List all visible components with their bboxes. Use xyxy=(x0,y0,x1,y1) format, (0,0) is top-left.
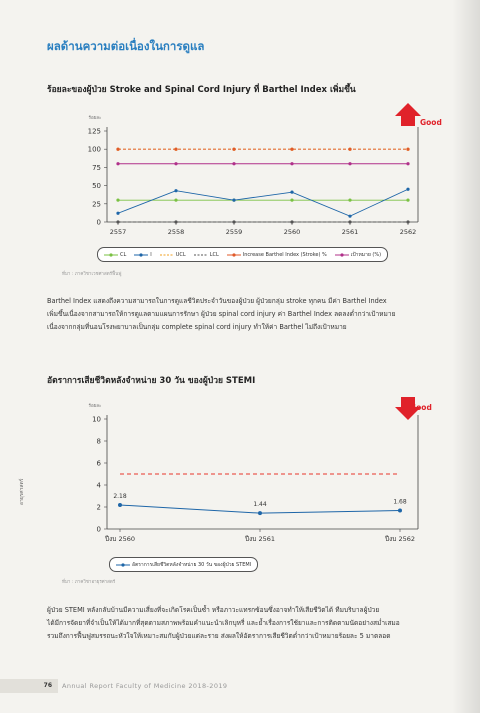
y-tick-label: 6 xyxy=(96,459,101,468)
chart1-source: ที่มา : ภาควิชาเวชศาสตร์ฟื้นฟู xyxy=(62,272,122,277)
y-tick-label: 10 xyxy=(92,415,101,424)
x-tick-label: 2562 xyxy=(399,228,417,236)
legend-label: UCL xyxy=(175,251,186,258)
legend-item-30-stemi-0 xyxy=(116,561,251,569)
section-title: ผลด้านความต่อเนื่องในการดูแล xyxy=(47,39,205,53)
paragraph-line: ผู้ป่วย STEMI หลังกลับบ้านมีความเสี่ยงที่จะเกิดโรคเป็นซ้ำ หรือภาวะแทรกซ้อนซึ่งอาจทำให้เสียชีวิตได้ ทีมบริบาลผู้ป่วย xyxy=(47,606,380,614)
x-tick-label: 2557 xyxy=(109,228,127,236)
y-axis-label: ร้อยละ xyxy=(88,116,102,121)
page-footer xyxy=(0,679,480,693)
x-tick-label: 2560 xyxy=(283,228,301,236)
y-tick-label: 0 xyxy=(96,218,101,227)
paragraph-stemi xyxy=(47,604,467,643)
data-label: 1.44 xyxy=(253,501,267,509)
data-point xyxy=(118,503,122,507)
good-label: Good xyxy=(410,403,432,412)
x-tick-label: 2561 xyxy=(341,228,359,236)
paragraph-line: ได้มีการจัดยาที่จำเป็นให้ได้มากที่สุดตามสภาพพร้อมคำแนะนำเลิกบุหรี่ และย้ำเรื่องการใช้ยาและการติดตามนัดอย่างสม่ำเสมอ xyxy=(47,619,400,627)
y-tick-label: 125 xyxy=(87,127,101,136)
y-tick-label: 2 xyxy=(96,503,101,512)
legend-label: LCL xyxy=(209,251,219,258)
data-point xyxy=(258,511,262,515)
page-number: 76 xyxy=(0,679,58,693)
x-tick-label: ปีงบ 2560 xyxy=(104,535,136,543)
x-tick-label: 2558 xyxy=(167,228,185,236)
paragraph-line: Barthel Index แสดงถึงความสามารถในการดูแลชีวิตประจำวันของผู้ป่วย ผู้ป่วยกลุ่ม stroke ทุกคน มีค่า Barthel Index xyxy=(47,297,387,305)
paragraph-line: เนื่องจากกลุ่มที่นอนโรงพยาบาลเป็นกลุ่ม complete spinal cord injury ทำให้ค่า Barthel ไม่ถึงเป้าหมาย xyxy=(47,323,347,331)
x-tick-label: ปีงบ 2562 xyxy=(384,535,416,543)
data-label: 1.68 xyxy=(393,498,407,506)
data-point xyxy=(398,509,402,513)
y-tick-label: 8 xyxy=(96,437,101,446)
y-axis-label: ร้อยละ xyxy=(88,404,102,409)
legend-label: CL xyxy=(120,251,127,258)
paragraph-line: เพิ่มขึ้นเนื่องจากสามารถให้การดูแลตามแผนการรักษา ผู้ป่วย spinal cord injury ค่า Barthel Index ลดลงต่ำกว่าเป้าหมาย xyxy=(47,310,396,318)
y-tick-label: 100 xyxy=(87,145,101,154)
chart2-legend xyxy=(109,557,258,572)
data-label: 2.18 xyxy=(113,493,127,501)
chart1-subtitle: ร้อยละของผู้ป่วย Stroke and Spinal Cord Injury ที่ Barthel Index เพิ่มขึ้น xyxy=(47,85,356,95)
y-tick-label: 4 xyxy=(96,481,101,490)
side-department-tag: อายุรศาสตร์ xyxy=(19,478,25,505)
x-tick-label: ปีงบ 2561 xyxy=(244,535,276,543)
legend-swatch xyxy=(116,562,130,568)
x-tick-label: 2559 xyxy=(225,228,243,236)
y-tick-label: 50 xyxy=(92,182,101,191)
legend-label: เป้าหมาย (%) xyxy=(350,251,382,258)
y-tick-label: 25 xyxy=(92,200,101,209)
legend-label: I xyxy=(150,251,152,258)
chart2-source: ที่มา : ภาควิชาอายุรศาสตร์ xyxy=(62,580,116,585)
paragraph-line: รวมถึงการฟื้นฟูสมรรถนะหัวใจให้เหมาะสมกับผู้ป่วยแต่ละราย ส่งผลให้อัตราการเสียชีวิตต่ำกว่าเป้าหมายร้อยละ 5 มาตลอด xyxy=(47,632,391,640)
legend-label: อัตราการเสียชีวิตหลังจำหน่าย 30 วัน ของผู้ป่วย STEMI xyxy=(132,561,252,568)
good-label: Good xyxy=(420,118,442,127)
legend-label: Increase Barthel Index (Stroke) % xyxy=(242,251,327,258)
y-tick-label: 75 xyxy=(92,163,101,172)
chart2-subtitle: อัตราการเสียชีวิตหลังจำหน่าย 30 วัน ของผู้ป่วย STEMI xyxy=(47,376,256,386)
y-tick-label: 0 xyxy=(96,525,101,534)
footer-text: Annual Report Faculty of Medicine 2018-2019 xyxy=(62,682,228,690)
